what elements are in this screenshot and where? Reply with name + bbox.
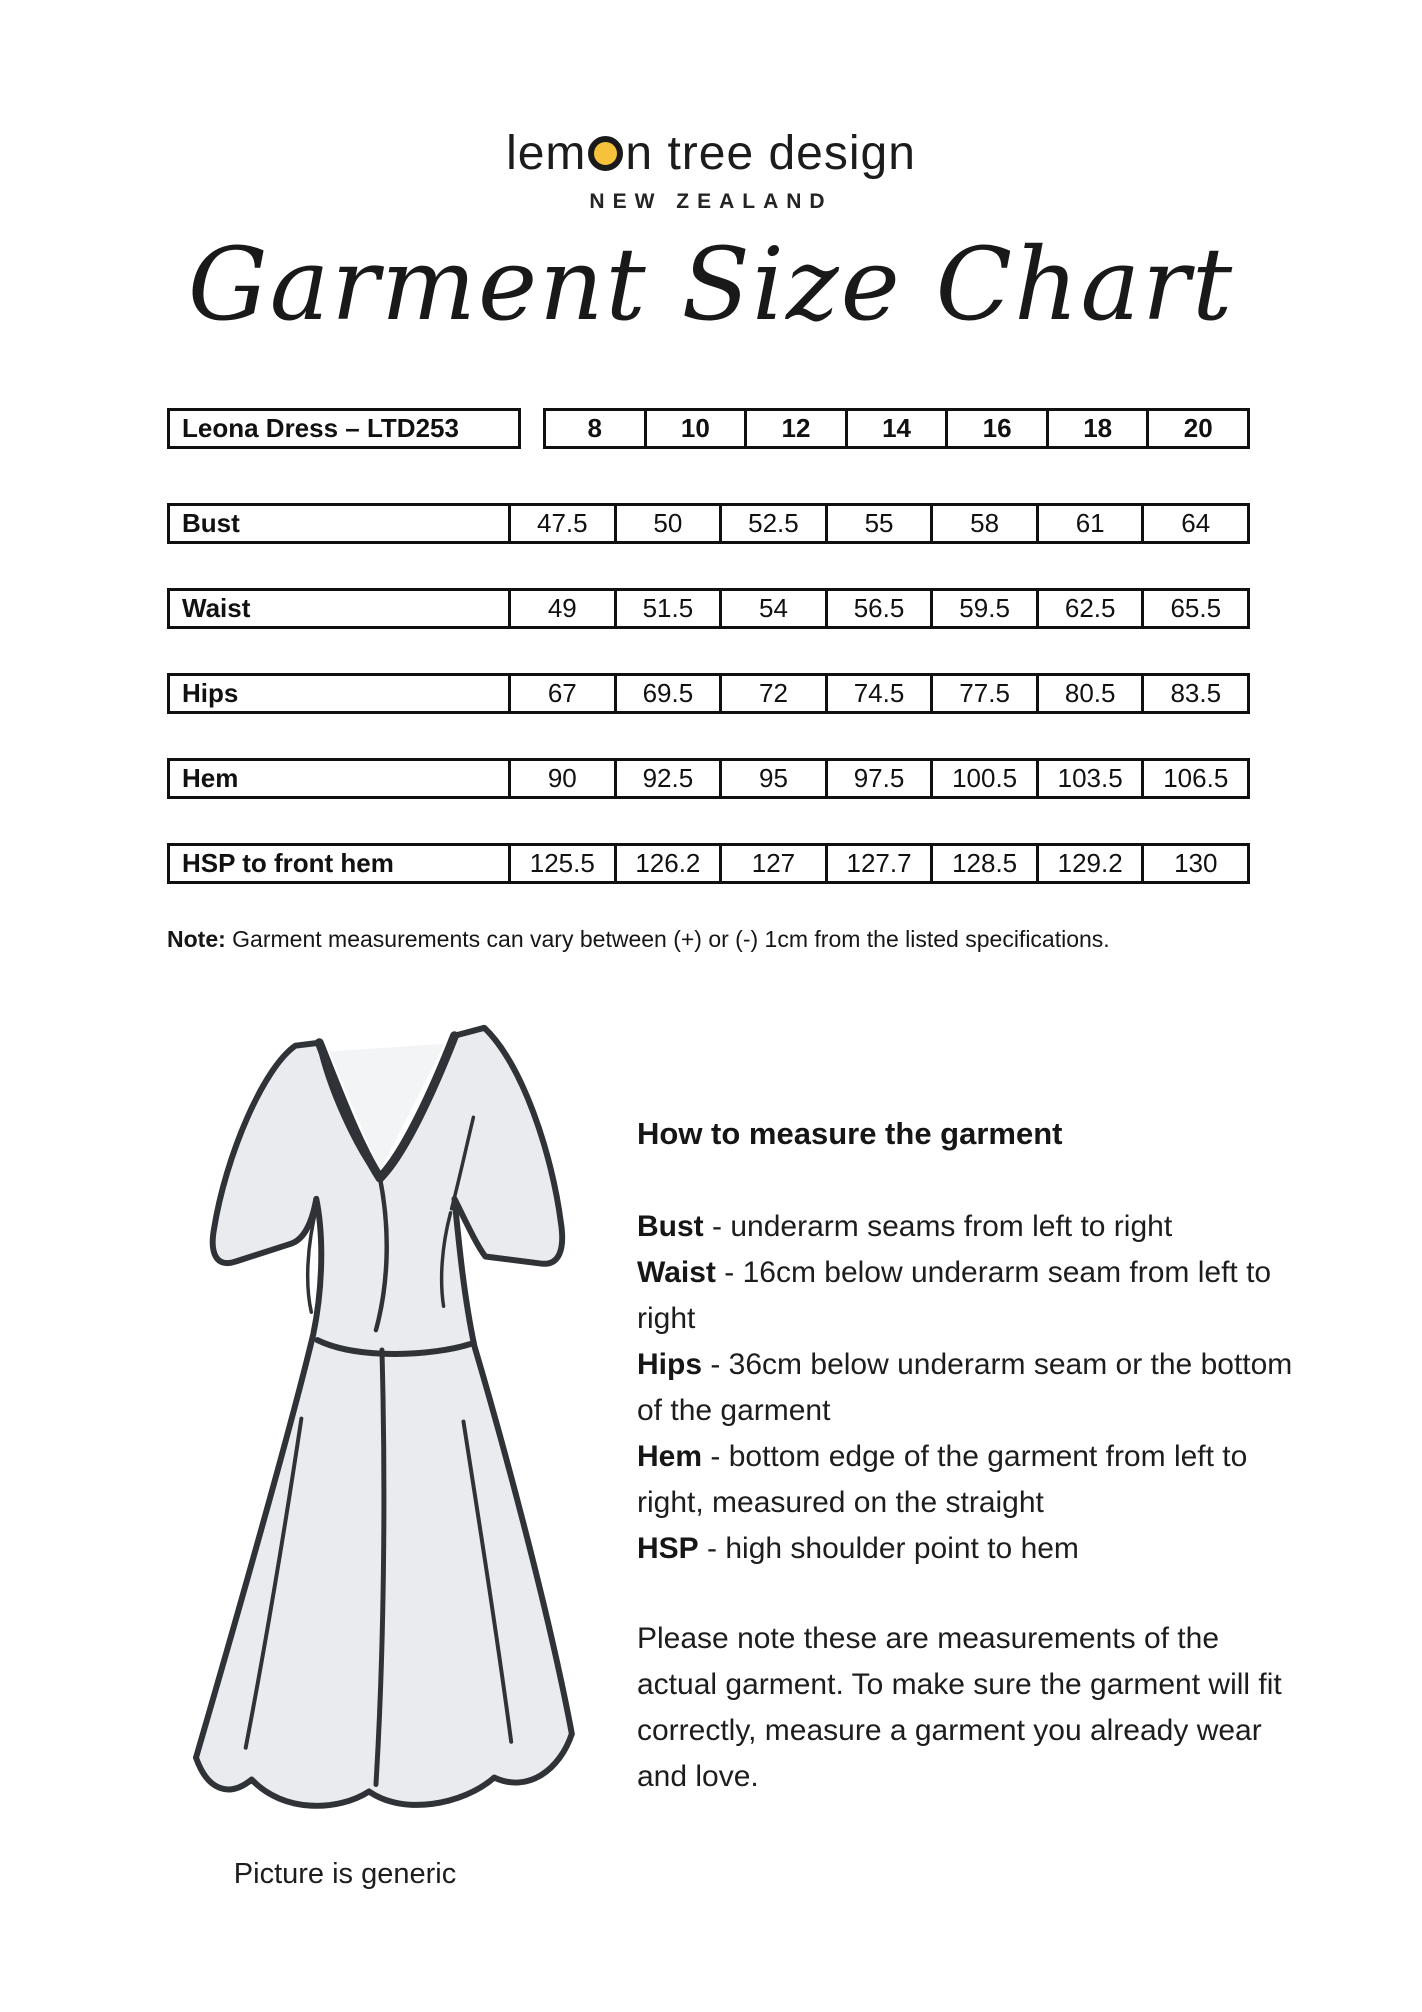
definition-term: Hem bbox=[637, 1440, 703, 1473]
value-cell: 130 bbox=[1141, 846, 1247, 881]
brand-name-pre: lem bbox=[506, 127, 587, 180]
definition-hsp bbox=[637, 1526, 1295, 1572]
value-cell: 56.5 bbox=[825, 591, 931, 626]
brand-logo bbox=[0, 126, 1422, 214]
row-label: Waist bbox=[182, 593, 251, 623]
value-cell: 129.2 bbox=[1036, 846, 1142, 881]
header-spacer bbox=[521, 408, 543, 449]
definition-term: Waist bbox=[637, 1256, 716, 1289]
value-cell: 77.5 bbox=[930, 676, 1036, 711]
table-row-hem bbox=[167, 758, 1250, 799]
value-cell: 61 bbox=[1036, 506, 1142, 541]
value-cell: 67 bbox=[508, 676, 614, 711]
table-row-box bbox=[167, 588, 1250, 629]
value-cell: 90 bbox=[508, 761, 614, 796]
value-cell: 103.5 bbox=[1036, 761, 1142, 796]
brand-country: NEW ZEALAND bbox=[589, 190, 833, 213]
value-cell: 72 bbox=[719, 676, 825, 711]
size-chart-header-row bbox=[167, 408, 1250, 449]
table-row-box bbox=[167, 843, 1250, 884]
value-cell: 127 bbox=[719, 846, 825, 881]
value-cell: 106.5 bbox=[1141, 761, 1247, 796]
size-header-cells bbox=[543, 408, 1250, 449]
size-header-cell: 8 bbox=[587, 413, 603, 443]
value-cell: 49 bbox=[508, 591, 614, 626]
definition-text: - underarm seams from left to right bbox=[712, 1210, 1173, 1243]
definition-text: - high shoulder point to hem bbox=[707, 1532, 1079, 1565]
table-row-waist bbox=[167, 588, 1250, 629]
table-row-hips bbox=[167, 673, 1250, 714]
value-cell: 127.7 bbox=[825, 846, 931, 881]
definition-term: HSP bbox=[637, 1532, 699, 1565]
how-to-heading: How to measure the garment bbox=[637, 1116, 1063, 1151]
value-cell: 80.5 bbox=[1036, 676, 1142, 711]
value-cell: 50 bbox=[614, 506, 720, 541]
value-cell: 97.5 bbox=[825, 761, 931, 796]
row-label: HSP to front hem bbox=[182, 848, 394, 878]
value-cell: 100.5 bbox=[930, 761, 1036, 796]
value-cell: 51.5 bbox=[614, 591, 720, 626]
value-cell: 83.5 bbox=[1141, 676, 1247, 711]
dress-illustration bbox=[133, 996, 603, 1871]
measure-definitions bbox=[637, 1204, 1295, 1572]
product-name-cell: Leona Dress – LTD253 bbox=[182, 413, 459, 443]
size-header-cell: 20 bbox=[1146, 411, 1247, 446]
illustration-caption: Picture is generic bbox=[233, 1858, 457, 1890]
table-row-box bbox=[167, 503, 1250, 544]
size-header-cell: 18 bbox=[1046, 411, 1147, 446]
value-cell: 54 bbox=[719, 591, 825, 626]
definition-text: - 16cm below underarm seam from left to right bbox=[637, 1256, 1272, 1335]
note-label: Note: bbox=[167, 926, 226, 952]
value-cell: 52.5 bbox=[719, 506, 825, 541]
lemon-dot-icon bbox=[588, 136, 623, 171]
size-header-cell: 16 bbox=[945, 411, 1046, 446]
row-label: Bust bbox=[182, 508, 240, 538]
definition-text: - bottom edge of the garment from left to right, measured on the straight bbox=[637, 1440, 1248, 1519]
value-cell: 126.2 bbox=[614, 846, 720, 881]
table-row-box bbox=[167, 673, 1250, 714]
value-cell: 55 bbox=[825, 506, 931, 541]
value-cell: 92.5 bbox=[614, 761, 720, 796]
value-cell: 59.5 bbox=[930, 591, 1036, 626]
how-to-measure-section bbox=[637, 1116, 1295, 1800]
value-cell: 47.5 bbox=[508, 506, 614, 541]
value-cell: 128.5 bbox=[930, 846, 1036, 881]
size-header-cell: 10 bbox=[644, 411, 745, 446]
value-cell: 125.5 bbox=[508, 846, 614, 881]
brand-name-post: n tree design bbox=[625, 127, 916, 180]
value-cell: 62.5 bbox=[1036, 591, 1142, 626]
value-cell: 64 bbox=[1141, 506, 1247, 541]
note-text: Garment measurements can vary between (+) or (-) 1cm from the listed specifications. bbox=[232, 926, 1110, 952]
product-name-box bbox=[167, 408, 521, 449]
table-row-bust bbox=[167, 503, 1250, 544]
definition-term: Bust bbox=[637, 1210, 704, 1243]
value-cell: 95 bbox=[719, 761, 825, 796]
size-header-cell: 12 bbox=[744, 411, 845, 446]
value-cell: 58 bbox=[930, 506, 1036, 541]
table-row-box bbox=[167, 758, 1250, 799]
size-header-cell: 14 bbox=[845, 411, 946, 446]
definition-hips bbox=[637, 1342, 1295, 1434]
value-cell: 65.5 bbox=[1141, 591, 1247, 626]
brand-name bbox=[0, 126, 1422, 181]
definition-waist bbox=[637, 1250, 1295, 1342]
row-label: Hem bbox=[182, 763, 239, 793]
fit-advice-paragraph: Please note these are measurements of the actual garment. To make sure the garment will fit correctly, measure a garment you already wear and love. bbox=[637, 1622, 1282, 1793]
row-label: Hips bbox=[182, 678, 239, 708]
definition-bust bbox=[637, 1204, 1295, 1250]
value-cell: 69.5 bbox=[614, 676, 720, 711]
table-row-hsp bbox=[167, 843, 1250, 884]
value-cell: 74.5 bbox=[825, 676, 931, 711]
definition-hem bbox=[637, 1434, 1295, 1526]
size-chart-table bbox=[167, 408, 1250, 928]
page-title: Garment Size Chart bbox=[187, 226, 1235, 343]
tolerance-note bbox=[167, 926, 1110, 953]
definition-term: Hips bbox=[637, 1348, 703, 1381]
definition-text: - 36cm below underarm seam or the bottom of the garment bbox=[637, 1348, 1293, 1427]
